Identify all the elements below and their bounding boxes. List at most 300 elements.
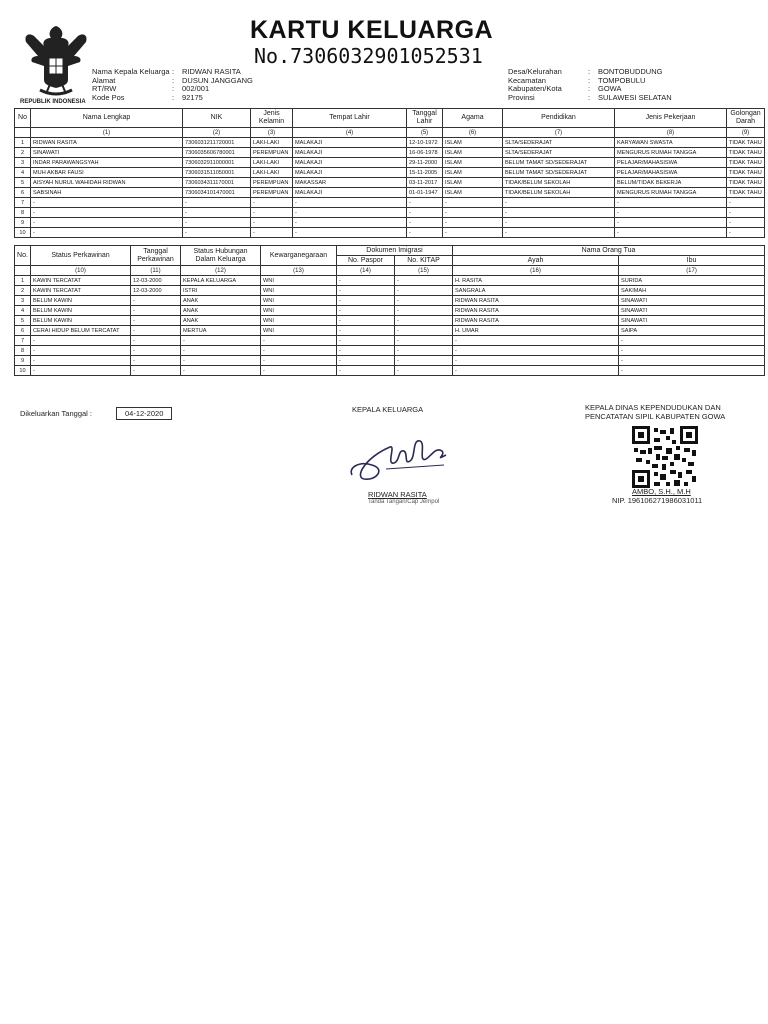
table-row xyxy=(15,158,765,168)
table-cell: TIDAK TAHU xyxy=(727,158,765,168)
table-cell: WNI xyxy=(261,306,337,316)
table-cell: - xyxy=(131,316,181,326)
column-header: No. xyxy=(15,246,31,266)
table-cell: 5 xyxy=(15,316,31,326)
table-cell: - xyxy=(443,228,503,238)
table-cell: ISLAM xyxy=(443,188,503,198)
table-cell: 6 xyxy=(15,326,31,336)
table-cell: - xyxy=(183,228,251,238)
table-cell: - xyxy=(337,356,395,366)
issued-date: 04-12-2020 xyxy=(116,407,172,420)
table-cell: SURIDA xyxy=(619,276,765,286)
family-members-table xyxy=(14,108,765,238)
column-number xyxy=(15,266,31,276)
table-cell: SINAWATI xyxy=(619,316,765,326)
table-cell: - xyxy=(443,218,503,228)
table-cell: ISLAM xyxy=(443,158,503,168)
info-label: RT/RW xyxy=(92,84,117,94)
info-row: Alamat : DUSUN JANGGANG xyxy=(92,75,253,85)
table-cell: 8 xyxy=(15,346,31,356)
kk-number xyxy=(254,44,483,68)
column-number: (13) xyxy=(261,266,337,276)
table-cell: PEREMPUAN xyxy=(251,178,293,188)
table-cell: PELAJAR/MAHASISWA xyxy=(615,168,727,178)
table-row xyxy=(15,306,765,316)
table-cell: - xyxy=(503,218,615,228)
table-cell: - xyxy=(407,228,443,238)
table-cell: ISLAM xyxy=(443,148,503,158)
head-info-left xyxy=(92,68,253,102)
table-cell: WNI xyxy=(261,316,337,326)
table-cell: TIDAK TAHU xyxy=(727,138,765,148)
table-cell: - xyxy=(395,306,453,316)
table-row xyxy=(15,336,765,346)
table-cell: - xyxy=(181,356,261,366)
table-cell: - xyxy=(131,296,181,306)
table-cell: ISLAM xyxy=(443,178,503,188)
info-value: RIDWAN RASITA xyxy=(182,67,241,76)
table-cell: 7306031211720001 xyxy=(183,138,251,148)
table-cell: - xyxy=(395,326,453,336)
table-cell: ANAK xyxy=(181,306,261,316)
table-cell: - xyxy=(131,346,181,356)
table-cell: TIDAK TAHU xyxy=(727,168,765,178)
table-cell: LAKI-LAKI xyxy=(251,168,293,178)
table-cell: 3 xyxy=(15,158,31,168)
table-cell: KAWIN TERCATAT xyxy=(31,286,131,296)
column-number: (14) xyxy=(337,266,395,276)
table-cell: 03-11-2017 xyxy=(407,178,443,188)
table-cell: 9 xyxy=(15,218,31,228)
table-cell: - xyxy=(407,218,443,228)
table-cell: RIDWAN RASITA xyxy=(453,306,619,316)
table-cell: - xyxy=(131,326,181,336)
table-cell: CERAI HIDUP BELUM TERCATAT xyxy=(31,326,131,336)
table-cell: 10 xyxy=(15,228,31,238)
table-row xyxy=(15,218,765,228)
table-cell: - xyxy=(251,228,293,238)
table-cell: MERTUA xyxy=(181,326,261,336)
table-cell: - xyxy=(395,286,453,296)
table-cell: 7306034311170001 xyxy=(183,178,251,188)
table-cell: - xyxy=(395,316,453,326)
table-cell: - xyxy=(183,208,251,218)
column-header: No. KITAP xyxy=(395,256,453,266)
table-cell: - xyxy=(183,218,251,228)
qr-code-icon xyxy=(632,426,698,488)
table-cell: MALAKAJI xyxy=(293,158,407,168)
column-number: (7) xyxy=(503,128,615,138)
info-value: SULAWESI SELATAN xyxy=(598,92,672,102)
table-cell: BELUM TAMAT SD/SEDERAJAT xyxy=(503,158,615,168)
table-row xyxy=(15,316,765,326)
table-cell: - xyxy=(183,198,251,208)
table-cell: - xyxy=(395,336,453,346)
table-cell: WNI xyxy=(261,296,337,306)
table-cell: 01-01-1947 xyxy=(407,188,443,198)
info-label: Kabupaten/Kota xyxy=(508,84,562,94)
column-number: (3) xyxy=(251,128,293,138)
table-cell: ISTRI xyxy=(181,286,261,296)
head-info-right xyxy=(508,68,672,102)
info-value: DUSUN JANGGANG xyxy=(182,75,253,85)
info-label: Provinsi xyxy=(508,92,535,102)
table-cell: SAKIMAH xyxy=(619,286,765,296)
table-row xyxy=(15,198,765,208)
table-cell: - xyxy=(727,198,765,208)
table-cell: SAIPA xyxy=(619,326,765,336)
table-cell: 7306032911000001 xyxy=(183,158,251,168)
table-cell: SABSINAH xyxy=(31,188,183,198)
table-cell: 2 xyxy=(15,286,31,296)
table-cell: 7306034101470001 xyxy=(183,188,251,198)
column-header: Agama xyxy=(443,109,503,128)
column-number: (11) xyxy=(131,266,181,276)
column-header: NIK xyxy=(183,109,251,128)
table-cell: BELUM/TIDAK BEKERJA xyxy=(615,178,727,188)
table-cell: ISLAM xyxy=(443,168,503,178)
table-cell: SLTA/SEDERAJAT xyxy=(503,138,615,148)
table-cell: WNI xyxy=(261,276,337,286)
table-cell: - xyxy=(337,306,395,316)
table-cell: PEREMPUAN xyxy=(251,148,293,158)
table-cell: - xyxy=(261,366,337,376)
column-number: (12) xyxy=(181,266,261,276)
info-value: GOWA xyxy=(598,84,622,94)
table-cell: - xyxy=(727,208,765,218)
column-number: (6) xyxy=(443,128,503,138)
table-cell: - xyxy=(453,346,619,356)
column-number xyxy=(15,128,31,138)
head-signature xyxy=(346,425,456,487)
table-cell: LAKI-LAKI xyxy=(251,138,293,148)
table-row xyxy=(15,208,765,218)
table-row xyxy=(15,178,765,188)
table-cell: - xyxy=(261,356,337,366)
table-cell: RIDWAN RASITA xyxy=(453,296,619,306)
info-value: 92175 xyxy=(182,92,203,102)
table-cell: 29-11-2000 xyxy=(407,158,443,168)
column-header: Ayah xyxy=(453,256,619,266)
info-label: Kode Pos xyxy=(92,92,125,102)
column-header: Pendidikan xyxy=(503,109,615,128)
table-cell: 7306035606780001 xyxy=(183,148,251,158)
table-cell: - xyxy=(407,208,443,218)
table-cell: TIDAK/BELUM SEKOLAH xyxy=(503,188,615,198)
table-row xyxy=(15,356,765,366)
table-cell: RIDWAN RASITA xyxy=(31,138,183,148)
column-header: Tanggal Perkawinan xyxy=(131,246,181,266)
table-cell: - xyxy=(727,218,765,228)
table-cell: - xyxy=(293,198,407,208)
table-cell: - xyxy=(395,356,453,366)
column-number: (16) xyxy=(453,266,619,276)
table-row xyxy=(15,188,765,198)
table-cell: KARYAWAN SWASTA xyxy=(615,138,727,148)
table-cell: KEPALA KELUARGA xyxy=(181,276,261,286)
table-cell: - xyxy=(619,336,765,346)
table-cell: - xyxy=(261,336,337,346)
info-row: Nama Kepala Keluarga : RIDWAN RASITA xyxy=(92,67,241,76)
column-header: Status Hubungan Dalam Keluarga xyxy=(181,246,261,266)
table-cell: - xyxy=(337,296,395,306)
table-cell: H. RASITA xyxy=(453,276,619,286)
table-cell: 10 xyxy=(15,366,31,376)
table-cell: MAKASSAR xyxy=(293,178,407,188)
table-row xyxy=(15,286,765,296)
table-cell: - xyxy=(453,366,619,376)
table-cell: BELUM KAWIN xyxy=(31,306,131,316)
table-cell: - xyxy=(453,356,619,366)
column-header: Dokumen Imigrasi xyxy=(337,246,453,256)
table-cell: TIDAK TAHU xyxy=(727,148,765,158)
table-cell: 2 xyxy=(15,148,31,158)
table-cell: - xyxy=(443,198,503,208)
column-header: Status Perkawinan xyxy=(31,246,131,266)
table-cell: - xyxy=(727,228,765,238)
table-cell: - xyxy=(337,326,395,336)
table-cell: - xyxy=(31,198,183,208)
table-cell: 4 xyxy=(15,306,31,316)
table-cell: - xyxy=(443,208,503,218)
table-cell: - xyxy=(31,218,183,228)
table-cell: - xyxy=(407,198,443,208)
column-number: (17) xyxy=(619,266,765,276)
table-cell: SINAWATI xyxy=(619,306,765,316)
table-cell: MALAKAJI xyxy=(293,188,407,198)
emblem-caption: REPUBLIK INDONESIA xyxy=(20,99,86,105)
table-cell: - xyxy=(503,208,615,218)
table-cell: 3 xyxy=(15,296,31,306)
table-cell: MALAKAJI xyxy=(293,168,407,178)
column-number: (8) xyxy=(615,128,727,138)
table-cell: - xyxy=(615,198,727,208)
table-cell: TIDAK/BELUM SEKOLAH xyxy=(503,178,615,188)
table-cell: BELUM KAWIN xyxy=(31,316,131,326)
column-header: Jenis Pekerjaan xyxy=(615,109,727,128)
table-cell: 4 xyxy=(15,168,31,178)
issued-date-block xyxy=(20,407,172,420)
table-cell: - xyxy=(615,218,727,228)
table-cell: - xyxy=(453,336,619,346)
table-cell: SLTA/SEDERAJAT xyxy=(503,148,615,158)
info-value: TOMPOBULU xyxy=(598,75,646,85)
info-label: Desa/Kelurahan xyxy=(508,67,562,76)
table-cell: - xyxy=(395,366,453,376)
table-cell: - xyxy=(31,346,131,356)
table-cell: BELUM KAWIN xyxy=(31,296,131,306)
table-cell: ANAK xyxy=(181,316,261,326)
official-name: AMBO, S.H., M.H xyxy=(632,487,691,496)
table-cell: 1 xyxy=(15,276,31,286)
table-cell: LAKI-LAKI xyxy=(251,158,293,168)
table-cell: TIDAK TAHU xyxy=(727,188,765,198)
info-label: Alamat xyxy=(92,75,116,85)
table-cell: 12-03-2000 xyxy=(131,286,181,296)
table-cell: - xyxy=(337,366,395,376)
table-cell: - xyxy=(261,346,337,356)
issued-label: Dikeluarkan Tanggal : xyxy=(20,409,92,418)
head-name: RIDWAN RASITA xyxy=(368,490,427,499)
table-cell: - xyxy=(503,228,615,238)
column-number: (4) xyxy=(293,128,407,138)
table-cell: 7 xyxy=(15,336,31,346)
table-header-row xyxy=(15,109,765,128)
table-cell: SANGRALA xyxy=(453,286,619,296)
table-cell: AISYAH NURUL WAHIDAH RIDWAN xyxy=(31,178,183,188)
column-number: (5) xyxy=(407,128,443,138)
table-cell: WNI xyxy=(261,286,337,296)
column-number: (2) xyxy=(183,128,251,138)
office-title-line-1: KEPALA DINAS KEPENDUDUKAN DAN xyxy=(585,403,721,412)
table-cell: - xyxy=(31,228,183,238)
table-cell: PELAJAR/MAHASISWA xyxy=(615,158,727,168)
table-cell: BELUM TAMAT SD/SEDERAJAT xyxy=(503,168,615,178)
table-cell: - xyxy=(337,316,395,326)
table-cell: - xyxy=(181,336,261,346)
table-cell: - xyxy=(395,296,453,306)
table-cell: - xyxy=(31,356,131,366)
table-cell: - xyxy=(619,356,765,366)
table-cell: ANAK xyxy=(181,296,261,306)
table-cell: TIDAK TAHU xyxy=(727,178,765,188)
column-number: (10) xyxy=(31,266,131,276)
column-number: (1) xyxy=(31,128,183,138)
table-row xyxy=(15,148,765,158)
table-cell: 9 xyxy=(15,356,31,366)
table-cell: MUH AKBAR FAUSI xyxy=(31,168,183,178)
info-row: Provinsi : SULAWESI SELATAN xyxy=(508,92,672,102)
table-cell: - xyxy=(251,218,293,228)
column-number-row xyxy=(15,128,765,138)
table-cell: - xyxy=(31,208,183,218)
column-header: Ibu xyxy=(619,256,765,266)
table-cell: MENGURUS RUMAH TANGGA xyxy=(615,188,727,198)
column-header: Golongan Darah xyxy=(727,109,765,128)
column-header: No xyxy=(15,109,31,128)
table-cell: KAWIN TERCATAT xyxy=(31,276,131,286)
info-row: Kabupaten/Kota : GOWA xyxy=(508,84,622,94)
table-cell: 12-03-2000 xyxy=(131,276,181,286)
table-row xyxy=(15,296,765,306)
column-header: No. Paspor xyxy=(337,256,395,266)
table-cell: ISLAM xyxy=(443,138,503,148)
column-number: (15) xyxy=(395,266,453,276)
table-cell: 16-06-1978 xyxy=(407,148,443,158)
table-cell: - xyxy=(293,208,407,218)
table-cell: 12-10-1972 xyxy=(407,138,443,148)
table-cell: - xyxy=(293,218,407,228)
info-label: Nama Kepala Keluarga xyxy=(92,67,170,76)
info-row: Kecamatan : TOMPOBULU xyxy=(508,75,646,85)
column-number-row xyxy=(15,266,765,276)
table-header-row xyxy=(15,246,765,256)
table-cell: - xyxy=(619,346,765,356)
table-row xyxy=(15,138,765,148)
column-number: (9) xyxy=(727,128,765,138)
table-cell: 15-11-2005 xyxy=(407,168,443,178)
table-cell: - xyxy=(395,276,453,286)
table-cell: 7306031511050001 xyxy=(183,168,251,178)
table-cell: 5 xyxy=(15,178,31,188)
table-cell: - xyxy=(181,346,261,356)
info-row: RT/RW : 002/001 xyxy=(92,84,210,94)
table-row xyxy=(15,168,765,178)
table-cell: - xyxy=(337,346,395,356)
info-label: Kecamatan xyxy=(508,75,546,85)
table-cell: 1 xyxy=(15,138,31,148)
column-header: Jenis Kelamin xyxy=(251,109,293,128)
table-cell: MALAKAJI xyxy=(293,148,407,158)
table-cell: - xyxy=(619,366,765,376)
head-signature-label: KEPALA KELUARGA xyxy=(352,405,424,414)
table-cell: - xyxy=(615,208,727,218)
table-cell: - xyxy=(31,336,131,346)
table-cell: WNI xyxy=(261,326,337,336)
column-header: Nama Orang Tua xyxy=(453,246,765,256)
table-cell: - xyxy=(251,198,293,208)
column-header: Kewarganegaraan xyxy=(261,246,337,266)
info-value: BONTOBUDDUNG xyxy=(598,67,663,76)
column-header: Tempat Lahir xyxy=(293,109,407,128)
table-row xyxy=(15,326,765,336)
info-value: 002/001 xyxy=(182,84,210,94)
garuda-emblem-icon xyxy=(20,22,92,106)
table-cell: - xyxy=(131,336,181,346)
table-cell: - xyxy=(337,286,395,296)
table-row xyxy=(15,366,765,376)
info-row: Kode Pos : 92175 xyxy=(92,92,203,102)
page-title: KARTU KELUARGA xyxy=(250,16,494,44)
table-cell: 6 xyxy=(15,188,31,198)
table-cell: - xyxy=(251,208,293,218)
column-header: Nama Lengkap xyxy=(31,109,183,128)
table-cell: 8 xyxy=(15,208,31,218)
family-status-table xyxy=(14,245,765,376)
table-cell: - xyxy=(503,198,615,208)
table-cell: PEREMPUAN xyxy=(251,188,293,198)
table-row xyxy=(15,276,765,286)
table-cell: - xyxy=(131,306,181,316)
table-cell: SINAWATI xyxy=(31,148,183,158)
office-title-line-2: PENCATATAN SIPIL KABUPATEN GOWA xyxy=(585,412,726,421)
table-cell: RIDWAN RASITA xyxy=(453,316,619,326)
table-cell: - xyxy=(337,276,395,286)
table-cell: - xyxy=(31,366,131,376)
info-row: Desa/Kelurahan : BONTOBUDDUNG xyxy=(508,67,663,76)
table-cell: - xyxy=(181,366,261,376)
official-nip: NIP. 196106271986031011 xyxy=(612,496,703,505)
table-cell: - xyxy=(395,346,453,356)
column-header: Tanggal Lahir xyxy=(407,109,443,128)
table-cell: - xyxy=(337,336,395,346)
table-cell: - xyxy=(293,228,407,238)
table-cell: - xyxy=(131,366,181,376)
table-cell: INDAR PARAWANGSYAH xyxy=(31,158,183,168)
table-cell: H. UMAR xyxy=(453,326,619,336)
head-caption: Tanda Tangan/Cap Jempol xyxy=(368,499,440,505)
table-cell: 7 xyxy=(15,198,31,208)
table-cell: MENGURUS RUMAH TANGGA xyxy=(615,148,727,158)
table-row xyxy=(15,228,765,238)
kk-prefix: No. xyxy=(254,44,291,68)
kk-number-value: 7306032901052531 xyxy=(290,44,483,68)
table-cell: SINAWATI xyxy=(619,296,765,306)
table-cell: - xyxy=(615,228,727,238)
table-cell: - xyxy=(131,356,181,366)
table-cell: MALAKAJI xyxy=(293,138,407,148)
table-row xyxy=(15,346,765,356)
